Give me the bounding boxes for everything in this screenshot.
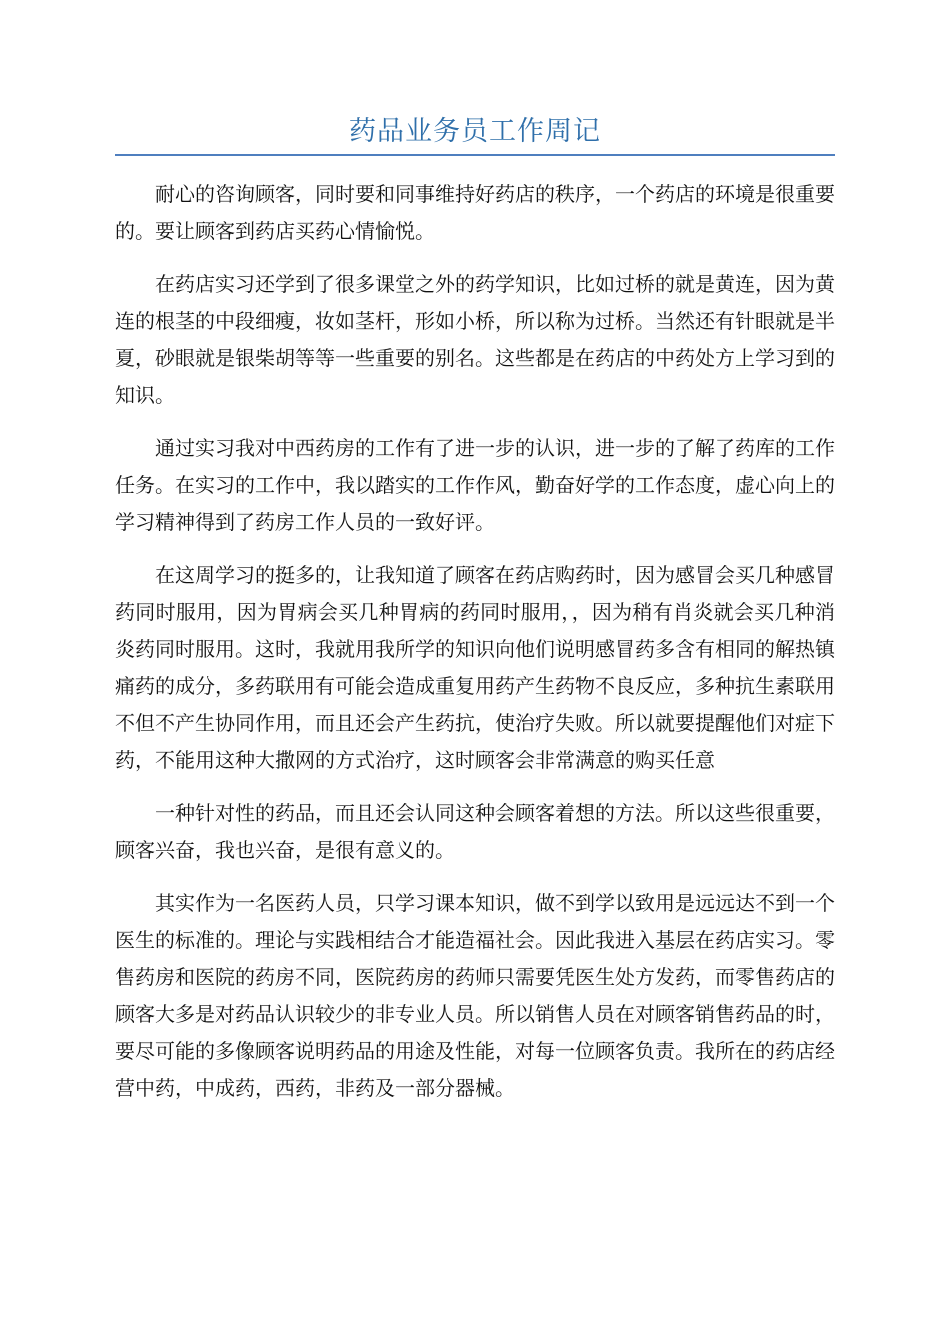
document-body bbox=[115, 176, 835, 1123]
document-title: 药品业务员工作周记 bbox=[349, 116, 601, 147]
title-area bbox=[115, 112, 835, 156]
paragraph-5: 一种针对性的药品，而且还会认同这种会顾客着想的方法。所以这些很重要，顾客兴奋，我也兴奋，是很有意义的。 bbox=[115, 801, 835, 862]
paragraph-2: 在药店实习还学到了很多课堂之外的药学知识，比如过桥的就是黄连，因为黄连的根茎的中段细瘦，妆如茎杆，形如小桥，所以称为过桥。当然还有针眼就是半夏，砂眼就是银柴胡等等一些重要的别名。这些都是在药店的中药处方上学习到的知识。 bbox=[115, 272, 835, 407]
paragraph-4: 在这周学习的挺多的，让我知道了顾客在药店购药时，因为感冒会买几种感冒药同时服用，因为胃病会买几种胃病的药同时服用，，因为稍有肖炎就会买几种消炎药同时服用。这时，我就用我所学的知识向他们说明感冒药多含有相同的解热镇痛药的成分，多药联用有可能会造成重复用药产生药物不良反应，多种抗生素联用不但不产生协同作用，而且还会产生药抗，使治疗失败。所以就要提醒他们对症下药，不能用这种大撒网的方式治疗，这时顾客会非常满意的购买任意 bbox=[115, 563, 835, 772]
paragraph-6: 其实作为一名医药人员，只学习课本知识，做不到学以致用是远远达不到一个医生的标准的。理论与实践相结合才能造福社会。因此我进入基层在药店实习。零售药房和医院的药房不同，医院药房的药师只需要凭医生处方发药，而零售药店的顾客大多是对药品认识较少的非专业人员。所以销售人员在对顾客销售药品的时，要尽可能的多像顾客说明药品的用途及性能，对每一位顾客负责。我所在的药店经营中药，中成药，西药，非药及一部分器械。 bbox=[115, 891, 835, 1100]
paragraph-3: 通过实习我对中西药房的工作有了进一步的认识，进一步的了解了药库的工作任务。在实习的工作中，我以踏实的工作作风，勤奋好学的工作态度，虚心向上的学习精神得到了药房工作人员的一致好评。 bbox=[115, 436, 835, 534]
paragraph-1: 耐心的咨询顾客，同时要和同事维持好药店的秩序，一个药店的环境是很重要的。要让顾客到药店买药心情愉悦。 bbox=[115, 182, 835, 243]
